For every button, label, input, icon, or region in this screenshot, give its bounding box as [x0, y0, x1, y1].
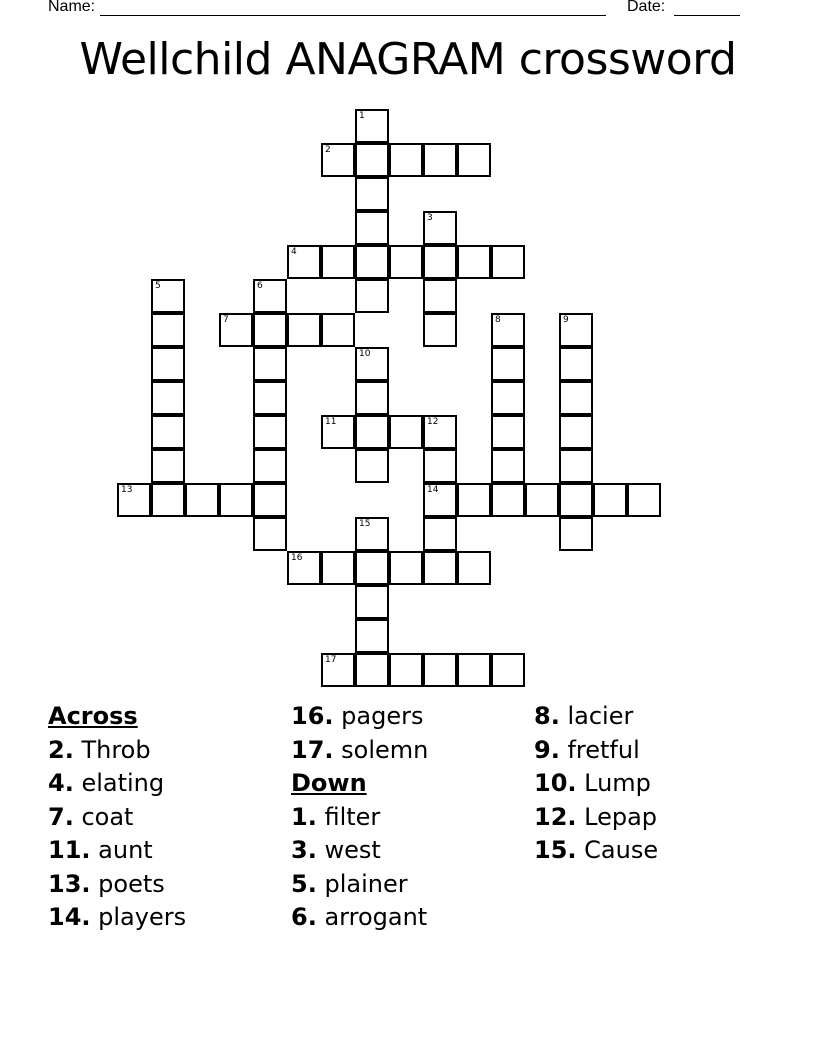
across-clue	[48, 834, 186, 868]
clue-number: 6.	[291, 903, 317, 931]
grid-cell[interactable]	[287, 245, 321, 279]
grid-cell[interactable]	[423, 143, 457, 177]
grid-cell[interactable]	[457, 653, 491, 687]
grid-cell[interactable]	[355, 653, 389, 687]
clue-number: 9.	[534, 735, 560, 764]
clue-number: 8	[495, 315, 501, 325]
clue-number: 10.	[534, 769, 577, 797]
grid-cell[interactable]	[389, 415, 423, 449]
clue-text: poets	[90, 869, 165, 898]
grid-cell[interactable]	[559, 483, 593, 517]
clue-text: arrogant	[316, 903, 428, 931]
grid-cell[interactable]	[321, 415, 355, 449]
grid-cell[interactable]	[491, 347, 525, 381]
clue-number: 5.	[291, 869, 317, 898]
grid-cell[interactable]	[423, 483, 457, 517]
clue-number: 4.	[48, 769, 74, 797]
grid-cell[interactable]	[321, 551, 355, 585]
grid-cell[interactable]	[491, 313, 525, 347]
grid-cell[interactable]	[423, 551, 457, 585]
grid-cell[interactable]	[219, 483, 253, 517]
down-clue	[291, 868, 428, 902]
grid-cell[interactable]	[355, 619, 389, 653]
across-heading-text: Across	[48, 702, 138, 730]
grid-cell[interactable]	[491, 483, 525, 517]
down-clue	[534, 801, 658, 835]
clue-number: 1	[359, 111, 365, 121]
clue-text: Cause	[576, 836, 659, 864]
grid-cell[interactable]	[525, 483, 559, 517]
grid-cell[interactable]	[559, 415, 593, 449]
down-clue	[534, 834, 658, 868]
down-clue	[291, 834, 428, 868]
grid-cell[interactable]	[151, 347, 185, 381]
clue-number: 8.	[534, 702, 560, 730]
grid-cell[interactable]	[423, 279, 457, 313]
grid-cell[interactable]	[355, 211, 389, 245]
grid-cell[interactable]	[253, 517, 287, 551]
clue-text: filter	[316, 802, 381, 831]
clue-number: 14.	[48, 903, 91, 931]
down-clue	[291, 901, 428, 935]
grid-cell[interactable]	[355, 177, 389, 211]
grid-cell[interactable]	[559, 449, 593, 483]
clue-number: 7	[223, 315, 229, 325]
grid-cell[interactable]	[151, 381, 185, 415]
clue-text: Throb	[73, 735, 151, 764]
grid-cell[interactable]	[355, 279, 389, 313]
clue-number: 14	[427, 485, 439, 495]
clue-text: Lepap	[576, 802, 658, 831]
grid-cell[interactable]	[185, 483, 219, 517]
grid-cell[interactable]	[423, 517, 457, 551]
grid-cell[interactable]	[423, 313, 457, 347]
grid-cell[interactable]	[491, 381, 525, 415]
grid-cell[interactable]	[559, 381, 593, 415]
clue-column-1	[48, 700, 186, 935]
grid-cell[interactable]	[491, 415, 525, 449]
clue-number: 3.	[291, 836, 317, 864]
across-clue	[48, 801, 186, 835]
grid-cell[interactable]	[151, 279, 185, 313]
clue-number: 12.	[534, 802, 577, 831]
clue-text: elating	[73, 769, 165, 797]
clue-number: 11.	[48, 836, 91, 864]
grid-cell[interactable]	[355, 109, 389, 143]
grid-cell[interactable]	[457, 483, 491, 517]
clue-number: 16.	[291, 702, 334, 730]
grid-cell[interactable]	[253, 279, 287, 313]
grid-cell[interactable]	[253, 449, 287, 483]
grid-cell[interactable]	[559, 347, 593, 381]
down-clue	[291, 801, 428, 835]
grid-cell[interactable]	[287, 551, 321, 585]
grid-cell[interactable]	[355, 381, 389, 415]
clue-text: plainer	[316, 869, 408, 898]
grid-cell[interactable]	[423, 245, 457, 279]
grid-cell[interactable]	[253, 347, 287, 381]
grid-cell[interactable]	[423, 449, 457, 483]
grid-cell[interactable]	[321, 143, 355, 177]
grid-cell[interactable]	[355, 415, 389, 449]
across-clue	[48, 901, 186, 935]
across-heading	[48, 700, 186, 734]
clue-number: 13	[121, 485, 133, 495]
clue-column-3	[534, 700, 658, 868]
grid-cell[interactable]	[559, 313, 593, 347]
clue-number: 4	[291, 247, 297, 257]
clue-text: aunt	[90, 836, 153, 864]
clue-number: 2	[325, 145, 331, 155]
down-heading-text: Down	[291, 769, 367, 797]
across-clue	[291, 700, 428, 734]
grid-cell[interactable]	[355, 143, 389, 177]
across-clue	[48, 734, 186, 768]
grid-cell[interactable]	[117, 483, 151, 517]
clue-text: coat	[73, 802, 134, 831]
grid-cell[interactable]	[253, 415, 287, 449]
clue-number: 15	[359, 519, 371, 529]
clue-text: players	[90, 903, 187, 931]
clue-number: 7.	[48, 802, 74, 831]
grid-cell[interactable]	[559, 517, 593, 551]
name-label: Name:	[48, 0, 96, 15]
clue-number: 17.	[291, 735, 334, 764]
page-title: Wellchild ANAGRAM crossword	[79, 34, 737, 85]
across-clue	[48, 767, 186, 801]
grid-cell[interactable]	[389, 245, 423, 279]
grid-cell[interactable]	[457, 245, 491, 279]
grid-cell[interactable]	[355, 245, 389, 279]
down-clue	[534, 700, 658, 734]
grid-cell[interactable]	[423, 653, 457, 687]
grid-cell[interactable]	[491, 449, 525, 483]
clue-text: fretful	[559, 735, 640, 764]
down-clue	[534, 767, 658, 801]
grid-cell[interactable]	[389, 143, 423, 177]
grid-cell[interactable]	[355, 517, 389, 551]
clue-column-2	[291, 700, 428, 935]
grid-cell[interactable]	[151, 313, 185, 347]
grid-cell[interactable]	[253, 381, 287, 415]
grid-cell[interactable]	[457, 143, 491, 177]
grid-cell[interactable]	[321, 313, 355, 347]
grid-cell[interactable]	[423, 415, 457, 449]
across-clue	[48, 868, 186, 902]
grid-cell[interactable]	[321, 245, 355, 279]
clue-text: Lump	[576, 769, 651, 797]
clue-number: 5	[155, 281, 161, 291]
clue-number: 6	[257, 281, 263, 291]
grid-cell[interactable]	[491, 653, 525, 687]
grid-cell[interactable]	[151, 483, 185, 517]
grid-cell[interactable]	[423, 211, 457, 245]
down-heading	[291, 767, 428, 801]
clue-number: 12	[427, 417, 439, 427]
grid-cell[interactable]	[355, 449, 389, 483]
grid-cell[interactable]	[321, 653, 355, 687]
grid-cell[interactable]	[219, 313, 253, 347]
grid-cell[interactable]	[457, 551, 491, 585]
clue-number: 13.	[48, 869, 91, 898]
grid-cell[interactable]	[593, 483, 627, 517]
clue-number: 16	[291, 553, 303, 563]
clue-text: solemn	[333, 735, 429, 764]
clue-number: 17	[325, 655, 337, 665]
grid-cell[interactable]	[355, 347, 389, 381]
grid-cell[interactable]	[151, 415, 185, 449]
clue-number: 1.	[291, 802, 317, 831]
date-label: Date:	[627, 0, 666, 15]
clue-number: 9	[563, 315, 569, 325]
grid-cell[interactable]	[491, 245, 525, 279]
down-clue	[534, 734, 658, 768]
across-clue	[291, 734, 428, 768]
clue-number: 10	[359, 349, 371, 359]
grid-cell[interactable]	[627, 483, 661, 517]
clue-text: pagers	[333, 702, 424, 730]
grid-cell[interactable]	[253, 313, 287, 347]
grid-cell[interactable]	[389, 653, 423, 687]
grid-cell[interactable]	[355, 585, 389, 619]
grid-cell[interactable]	[355, 551, 389, 585]
clue-text: west	[316, 836, 381, 864]
clue-number: 2.	[48, 735, 74, 764]
clue-text: lacier	[559, 702, 634, 730]
clue-number: 11	[325, 417, 337, 427]
grid-cell[interactable]	[151, 449, 185, 483]
clue-number: 15.	[534, 836, 577, 864]
grid-cell[interactable]	[287, 313, 321, 347]
grid-cell[interactable]	[253, 483, 287, 517]
grid-cell[interactable]	[389, 551, 423, 585]
clue-number: 3	[427, 213, 433, 223]
